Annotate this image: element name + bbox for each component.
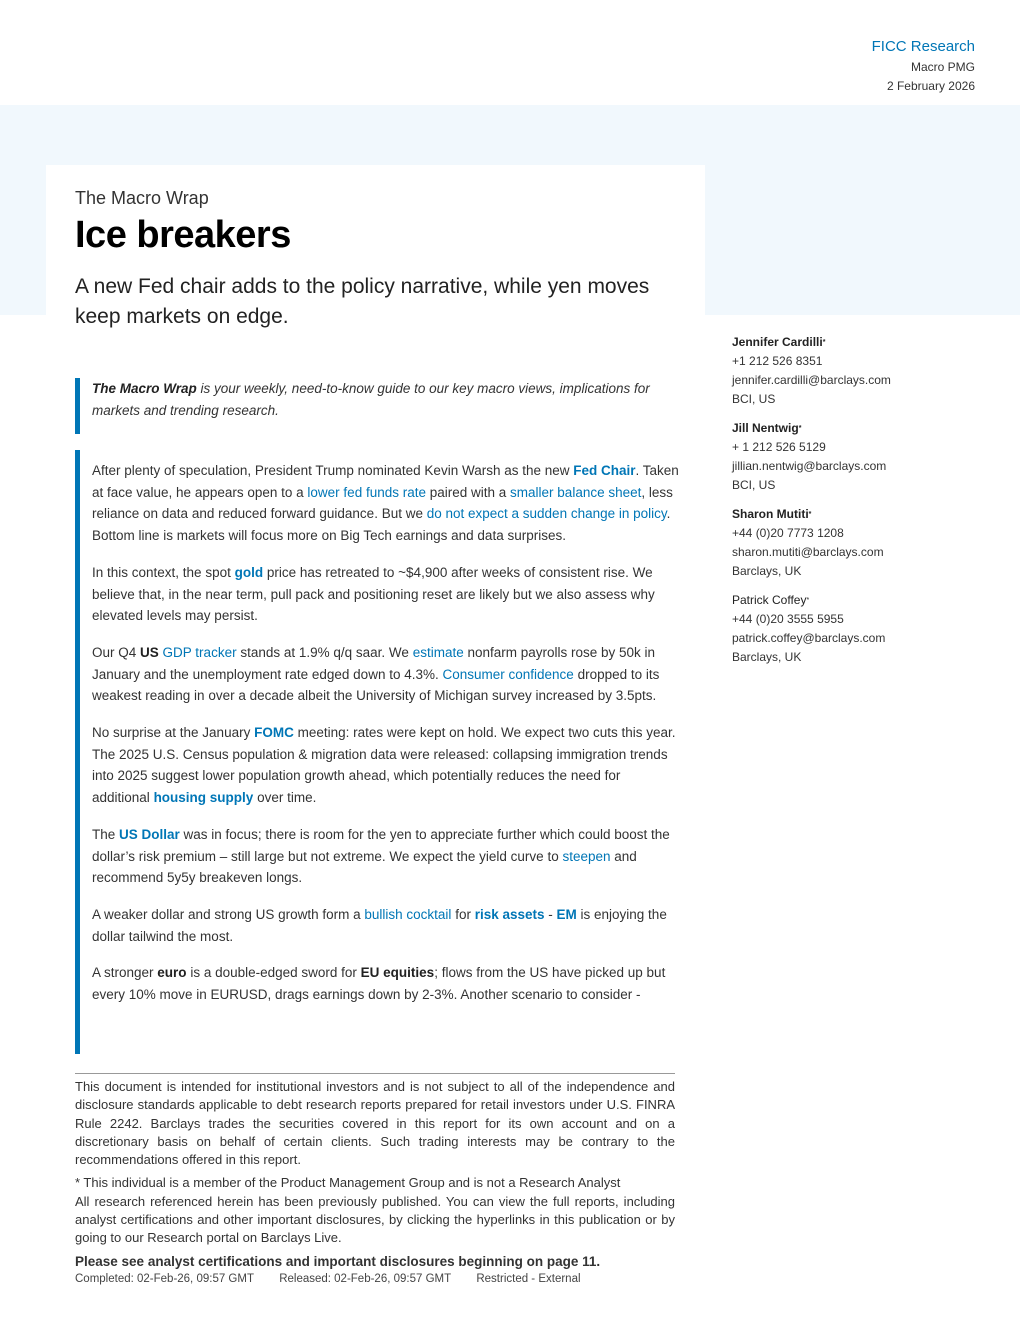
paragraph-gold: In this context, the spot gold price has retreated to ~$4,900 after weeks of consistent rise. We believe that, in the near term, pull pack and positioning reset are likely but we also assess why elevated levels may persist. xyxy=(92,564,655,624)
analyst-contacts xyxy=(732,333,891,677)
keyword-em[interactable]: EM xyxy=(556,906,577,922)
contact-email[interactable]: sharon.mutiti@barclays.com xyxy=(732,545,884,559)
keyword-housing-supply[interactable]: housing supply xyxy=(153,790,254,806)
page-title: Ice breakers xyxy=(75,214,291,256)
contact-email[interactable]: patrick.coffey@barclays.com xyxy=(732,631,886,645)
contact-card xyxy=(732,505,891,581)
paragraph-dollar: The US Dollar was in focus; there is room for the yen to appreciate further which could boost the dollar’s risk premium – still large but not extreme. We expect the yield curve to steepen and recommend 5y5y breakeven longs. xyxy=(92,826,670,886)
link-bullish-cocktail[interactable]: bullish cocktail xyxy=(364,906,452,922)
contact-phone: +44 (0)20 3555 5955 xyxy=(732,612,844,626)
contact-phone: +44 (0)20 7773 1208 xyxy=(732,526,844,540)
pmg-mark: * xyxy=(806,597,810,604)
disclosure-pmg-note: * This individual is a member of the Product Management Group and is not a Research Analyst xyxy=(75,1175,621,1191)
link-consumer-confidence[interactable]: Consumer confidence xyxy=(442,666,574,682)
summary-body xyxy=(75,450,680,1054)
intro-lead: The Macro Wrap xyxy=(92,381,197,396)
report-header xyxy=(872,36,975,96)
paragraph-risk-assets: A weaker dollar and strong US growth form a bullish cocktail for risk assets - EM is enjoying the dollar tailwind the most. xyxy=(92,906,667,944)
keyword-gold[interactable]: gold xyxy=(234,564,264,580)
contact-name: Jill Nentwig xyxy=(732,421,799,435)
contact-card xyxy=(732,333,891,409)
paragraph-euro: A stronger euro is a double-edged sword for EU equities; flows from the US have picked up but every 10% move in EURUSD, drags earnings down by 2-3%. Another scenario to consider - xyxy=(92,965,666,1003)
contact-entity: BCI, US xyxy=(732,392,776,406)
contact-entity: Barclays, UK xyxy=(732,650,802,664)
pmg-mark: * xyxy=(808,511,812,518)
contact-entity: Barclays, UK xyxy=(732,564,802,578)
keyword-us-dollar[interactable]: US Dollar xyxy=(119,826,180,842)
team-label: Macro PMG xyxy=(910,60,975,74)
page-subtitle: A new Fed chair adds to the policy narrative, while yen moves keep markets on edge. xyxy=(75,275,650,328)
keyword-risk-assets[interactable]: risk assets xyxy=(474,906,545,922)
intro-text: is your weekly, need-to-know guide to our key macro views, implications for markets and trending research. xyxy=(92,381,650,418)
contact-email[interactable]: jillian.nentwig@barclays.com xyxy=(732,459,887,473)
link-steepen[interactable]: steepen xyxy=(562,848,611,864)
contact-card xyxy=(732,591,891,667)
pmg-mark: * xyxy=(798,425,802,432)
link-lower-fed-funds-rate[interactable]: lower fed funds rate xyxy=(307,484,426,500)
disclosure-research: All research referenced herein has been previously published. You can view the full reports, including analyst certifications and other important disclosures, by clicking the hyperlinks in this publication or by going to our Research portal on Barclays Live. xyxy=(75,1193,675,1246)
keyword-euro: euro xyxy=(157,965,187,981)
intro-callout xyxy=(75,378,680,434)
contact-email[interactable]: jennifer.cardilli@barclays.com xyxy=(732,373,891,387)
paragraph-fomc: No surprise at the January FOMC meeting: rates were kept on hold. We expect two cuts this year. The 2025 U.S. Census population & migration data were released: collapsing immigration trends into 2025 suggest lower population growth ahead, which potentially reduces the need for additional housing supply over time. xyxy=(92,725,676,806)
disclosure-institutional: This document is intended for institutional investors and is not subject to all of the independence and disclosure standards applicable to debt research reports prepared for retail investors under U.S. FINRA Rule 2242. Barclays trades the securities covered in this report for its own account and on a discretionary basis on behalf of certain clients. Such trading interests may be contrary to the recommendations offered in this report. xyxy=(75,1079,675,1168)
pmg-mark: * xyxy=(822,339,826,346)
restriction-label: Restricted - External xyxy=(476,1272,581,1285)
paragraph-fed: After plenty of speculation, President Trump nominated Kevin Warsh as the new Fed Chair. Taken at face value, he appears open to a lower fed funds rate paired with a smaller balance sheet, less reliance on data and reduced forward guidance. But we do not expect a sudden change in policy. Bottom line is markets will focus more on Big Tech earnings and data surprises. xyxy=(92,463,679,544)
disclosure-section xyxy=(75,1073,675,1287)
paragraph-us: Our Q4 US GDP tracker stands at 1.9% q/q saar. We estimate nonfarm payrolls rose by 50k in January and the unemployment rate edged down to 4.3%. Consumer confidence dropped to its weakest reading in over a decade albeit the University of Michigan survey increased by 3.5pts. xyxy=(92,644,660,704)
completed-time: Completed: 02-Feb-26, 09:57 GMT xyxy=(75,1272,254,1285)
keyword-us: US xyxy=(140,644,159,660)
link-no-sudden-change[interactable]: do not expect a sudden change in policy xyxy=(426,506,667,522)
contact-name: Patrick Coffey xyxy=(732,593,807,607)
disclosure-certifications: Please see analyst certifications and important disclosures beginning on page 11. xyxy=(75,1253,601,1269)
contact-card xyxy=(732,419,891,495)
publication-meta xyxy=(75,1271,675,1287)
link-gdp-tracker[interactable]: GDP tracker xyxy=(162,644,237,660)
contact-name: Sharon Mutiti xyxy=(732,507,809,521)
contact-entity: BCI, US xyxy=(732,478,776,492)
contact-phone: + 1 212 526 5129 xyxy=(732,440,826,454)
keyword-fed-chair[interactable]: Fed Chair xyxy=(573,463,636,478)
series-name: The Macro Wrap xyxy=(75,188,209,208)
link-estimate[interactable]: estimate xyxy=(412,644,464,660)
link-smaller-balance-sheet[interactable]: smaller balance sheet xyxy=(510,484,642,500)
keyword-fomc[interactable]: FOMC xyxy=(254,725,294,741)
released-time: Released: 02-Feb-26, 09:57 GMT xyxy=(279,1272,452,1285)
brand-label: FICC Research xyxy=(871,38,975,55)
contact-name: Jennifer Cardilli xyxy=(732,335,823,349)
report-date: 2 February 2026 xyxy=(886,79,975,93)
contact-phone: +1 212 526 8351 xyxy=(732,354,823,368)
keyword-eu-equities: EU equities xyxy=(360,965,435,981)
